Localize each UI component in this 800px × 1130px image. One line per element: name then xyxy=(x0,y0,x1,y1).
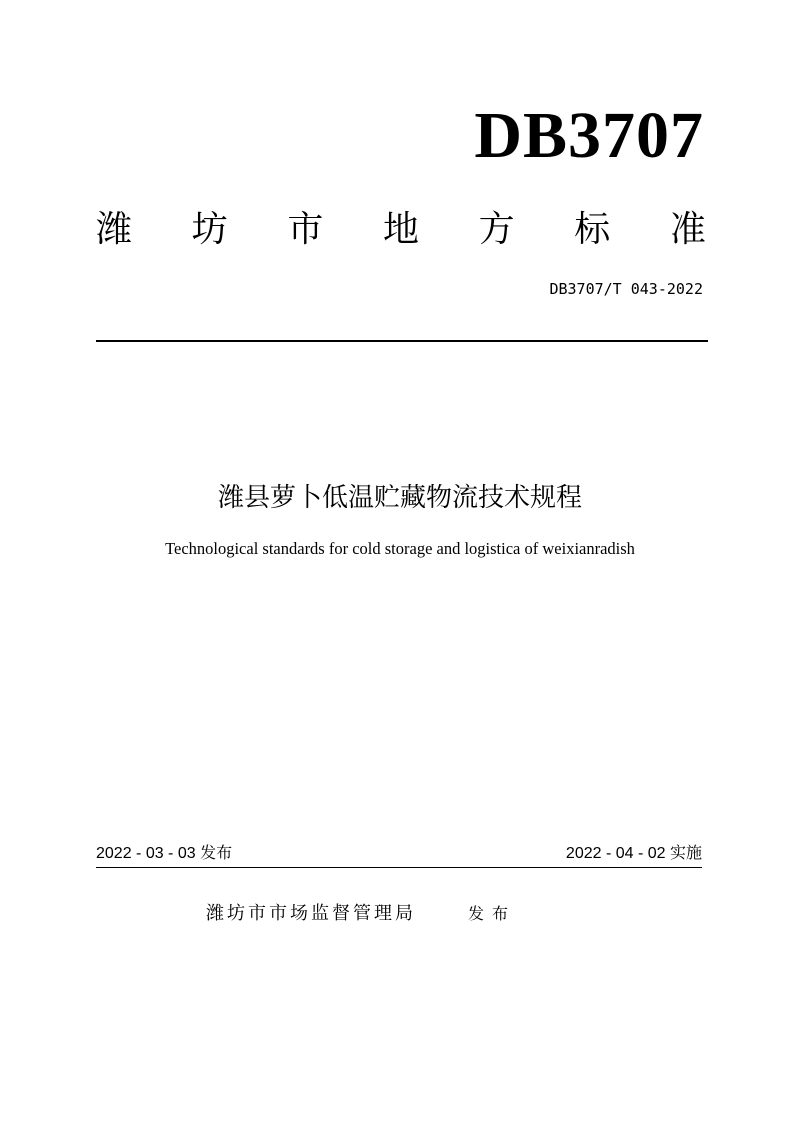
standard-number: DB3707/T 043-2022 xyxy=(549,280,703,298)
standard-type-char: 坊 xyxy=(191,209,228,250)
implementation-date: 2022 - 04 - 02 实施 xyxy=(565,845,702,862)
standard-code-heading: DB3707 xyxy=(474,99,704,172)
date-row xyxy=(96,843,702,867)
issuer-name: 潍坊市市场监督管理局 xyxy=(206,903,416,924)
document-title-chinese: 潍县萝卜低温贮藏物流技术规程 xyxy=(217,483,582,513)
standard-type-char: 地 xyxy=(382,209,419,250)
header-divider xyxy=(96,340,708,342)
standard-type-char: 方 xyxy=(478,209,515,250)
footer-divider xyxy=(96,867,702,868)
document-title-english: Technological standards for cold storage and logistica of weixianradish xyxy=(165,539,635,558)
issuer-row xyxy=(206,902,516,926)
standard-type-char: 标 xyxy=(574,209,611,250)
standard-type-char: 市 xyxy=(287,209,324,250)
release-date: 2022 - 03 - 03 发布 xyxy=(96,845,233,862)
standard-type-heading xyxy=(96,208,706,252)
issuer-action: 发布 xyxy=(468,904,517,923)
standard-type-char: 潍 xyxy=(96,209,133,250)
standard-type-char: 准 xyxy=(669,209,706,250)
